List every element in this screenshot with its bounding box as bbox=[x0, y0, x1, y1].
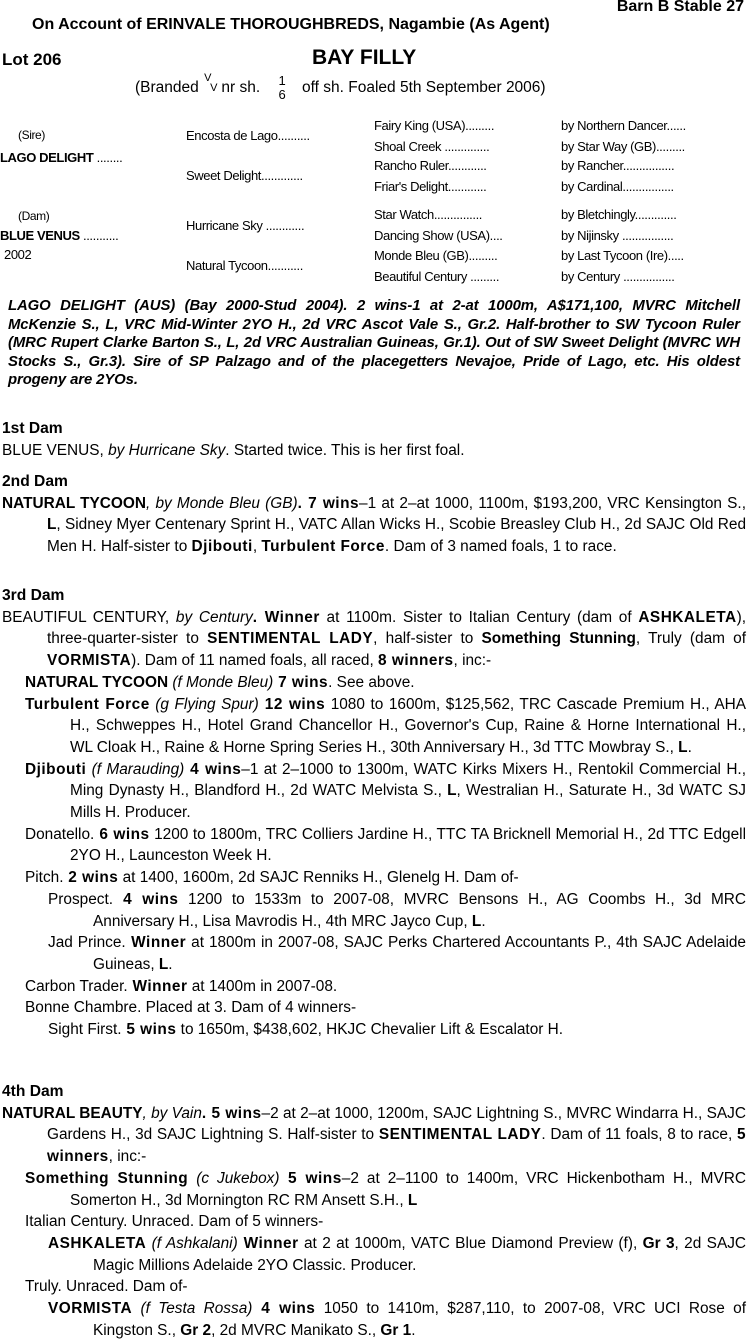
lot-number: Lot 206 bbox=[2, 50, 62, 69]
brand-pre: (Branded bbox=[135, 79, 199, 96]
gen3-7: Monde Bleu (GB)......... bbox=[374, 248, 498, 263]
progeny-turbulent-force: Turbulent Force (g Flying Spur) 12 wins 1080 to 1600m, $125,562, TRC Cascade Premium H., AHA H., Schweppes H., Hotel Grand Chancellor H., Governor's Cup, Raine & Horne International H., WL Cloak H., Raine & Horne Spring Series H., 30th Anniversary H., 3d TTC Mowbray S., L. bbox=[25, 695, 746, 756]
progeny-something-stunning: Something Stunning (c Jukebox) 5 wins–2 at 2–1100 to 1400m, VRC Hickenbotham H., MVRC Somerton H., 3d Mornington RC RM Ansett S.H., L bbox=[25, 1169, 746, 1209]
section-1st-dam bbox=[2, 418, 746, 461]
gen3-6: Dancing Show (USA).... bbox=[374, 228, 503, 243]
gen4-3: by Rancher................ bbox=[561, 158, 675, 173]
gen3-1: Fairy King (USA)......... bbox=[374, 118, 495, 133]
brand-post: off sh. Foaled 5th September 2006) bbox=[302, 79, 546, 96]
lot-title: BAY FILLY bbox=[312, 46, 417, 69]
gen3-4: Friar's Delight............ bbox=[374, 179, 487, 194]
brand-mark-bottom: V bbox=[210, 81, 218, 94]
dam-name: BLUE VENUS ........... bbox=[0, 228, 119, 243]
dam2-text: NATURAL TYCOON, by Monde Bleu (GB). 7 wins–1 at 2–at 1000, 1100m, $193,200, VRC Kensington S., L, Sidney Myer Centenary Sprint H., VATC Allan Wicks H., Scobie Breasley Club H., 2d SAJC Old Red Men H. Half-sister to Djibouti, Turbulent Force. Dam of 3 named foals, 1 to race. bbox=[2, 494, 746, 556]
dam1-text: BLUE VENUS, by Hurricane Sky. Started twice. This is her first foal. bbox=[2, 441, 465, 459]
progeny-natural-tycoon: NATURAL TYCOON (f Monde Bleu) 7 wins. See above. bbox=[25, 673, 415, 691]
heading-1st-dam: 1st Dam bbox=[2, 420, 63, 437]
dam3-text: BEAUTIFUL CENTURY, by Century. Winner at 1100m. Sister to Italian Century (dam of ASHKALETA), three-quarter-sister to SENTIMENTAL LADY, half-sister to Something Stunning, Truly (dam of VORMISTA). Dam of 11 named foals, all raced, 8 winners, inc:- bbox=[2, 608, 746, 670]
dam-tag: (Dam) bbox=[18, 209, 50, 223]
heading-4th-dam: 4th Dam bbox=[2, 1083, 64, 1100]
account-line: On Account of ERINVALE THOROUGHBREDS, Nagambie (As Agent) bbox=[32, 16, 550, 33]
gen3-3: Rancho Ruler............ bbox=[374, 158, 487, 173]
gen4-5: by Bletchingly............. bbox=[561, 207, 677, 222]
progeny-carbon-trader: Carbon Trader. Winner at 1400m in 2007-08. bbox=[25, 977, 338, 995]
gen2-1: Encosta de Lago.......... bbox=[186, 128, 310, 143]
gen3-8: Beautiful Century ......... bbox=[374, 269, 500, 284]
gen2-4: Natural Tycoon........... bbox=[186, 258, 303, 273]
brand-mark bbox=[203, 71, 218, 98]
progeny-vormista: VORMISTA (f Testa Rossa) 4 wins 1050 to 1410m, $287,110, to 2007-08, VRC UCI Rose of Kingston S., Gr 2, 2d MVRC Manikato S., Gr 1. bbox=[48, 1300, 746, 1339]
section-4th-dam bbox=[2, 1081, 746, 1341]
gen2-3: Hurricane Sky ............ bbox=[186, 218, 305, 233]
section-3rd-dam bbox=[2, 585, 746, 1041]
gen3-2: Shoal Creek .............. bbox=[374, 139, 490, 154]
brand-mark-top: V bbox=[204, 71, 212, 84]
sire-name: LAGO DELIGHT ........ bbox=[0, 150, 123, 165]
gen4-4: by Cardinal................ bbox=[561, 179, 674, 194]
progeny-sight-first: Sight First. 5 wins to 1650m, $438,602, HKJC Chevalier Lift & Escalator H. bbox=[48, 1021, 564, 1039]
gen4-8: by Century ................ bbox=[561, 269, 675, 284]
gen4-2: by Star Way (GB)......... bbox=[561, 139, 685, 154]
gen4-7: by Last Tycoon (Ire)..... bbox=[561, 248, 684, 263]
progeny-pitch: Pitch. 2 wins at 1400, 1600m, 2d SAJC Renniks H., Glenelg H. Dam of- bbox=[25, 869, 519, 887]
dam-year: 2002 bbox=[4, 247, 32, 262]
progeny-ashkaleta: ASHKALETA (f Ashkalani) Winner at 2 at 1000m, VATC Blue Diamond Preview (f), Gr 3, 2d SAJC Magic Millions Adelaide 2YO Classic. Producer. bbox=[48, 1234, 747, 1274]
progeny-donatello: Donatello. 6 wins 1200 to 1800m, TRC Colliers Jardine H., TTC TA Bricknell Memorial H., 2d TTC Edgell 2YO H., Launceston Week H. bbox=[25, 825, 746, 865]
heading-2nd-dam: 2nd Dam bbox=[2, 473, 68, 490]
progeny-italian-century: Italian Century. Unraced. Dam of 5 winners- bbox=[25, 1213, 324, 1231]
progeny-jad-prince: Jad Prince. Winner at 1800m in 2007-08, SAJC Perks Chartered Accountants P., 4th SAJC Adelaide Guineas, L. bbox=[48, 934, 746, 973]
progeny-truly: Truly. Unraced. Dam of- bbox=[25, 1278, 188, 1296]
gen4-6: by Nijinsky ................ bbox=[561, 228, 674, 243]
progeny-djibouti: Djibouti (f Marauding) 4 wins–1 at 2–1000 to 1300m, WATC Kirks Mixers H., Rentokil Commercial H., Ming Dynasty H., Blandford H., 2d WATC Melvista S., L, Westralian H., Saturate H., 3d WATC SJ Mills H. Producer. bbox=[25, 760, 746, 822]
progeny-bonne-chambre: Bonne Chambre. Placed at 3. Dam of 4 winners- bbox=[25, 999, 357, 1017]
brand-near: nr sh. bbox=[221, 79, 261, 96]
sire-blurb: LAGO DELIGHT (AUS) (Bay 2000-Stud 2004). 2 wins-1 at 2-at 1000m, A$171,100, MVRC Mitchell McKenzie S., L, VRC Mid-Winter 2YO H., 2d VRC Ascot Vale S., Gr.2. Half-brother to SW Tycoon Ruler (MRC Rupert Clarke Barton S., L, 2d VRC Australian Guineas, Gr.1). Out of SW Sweet Delight (MVRC WH Stocks S., Gr.3). Sire of SP Palzago and of the placegetters Nevajoe, Pride of Lago, etc. His oldest progeny are 2YOs. bbox=[8, 298, 740, 389]
brand-line bbox=[135, 68, 546, 108]
sire-tag: (Sire) bbox=[18, 128, 45, 142]
gen3-5: Star Watch............... bbox=[374, 207, 483, 222]
brand-fraction bbox=[278, 74, 285, 102]
dam4-text: NATURAL BEAUTY, by Vain. 5 wins–2 at 2–at 1000, 1200m, SAJC Lightning S., MVRC Windarra H., SAJC Gardens H., 3d SAJC Lightning S. Half-sister to SENTIMENTAL LADY. Dam of 11 foals, 8 to race, 5 winners, inc:- bbox=[2, 1104, 746, 1166]
section-2nd-dam bbox=[2, 471, 746, 558]
gen2-2: Sweet Delight............. bbox=[186, 168, 303, 183]
brand-frac-bottom: 6 bbox=[278, 86, 286, 102]
heading-3rd-dam: 3rd Dam bbox=[2, 587, 65, 604]
progeny-prospect: Prospect. 4 wins 1200 to 1533m to 2007-08, MVRC Bensons H., AG Coombs H., 3d MRC Anniversary H., Lisa Mavrodis H., 4th MRC Jayco Cup, L. bbox=[48, 890, 746, 930]
brand-frac-top: 1 bbox=[278, 72, 286, 88]
gen4-1: by Northern Dancer...... bbox=[561, 118, 686, 133]
barn-stable: Barn B Stable 27 bbox=[616, 0, 744, 15]
